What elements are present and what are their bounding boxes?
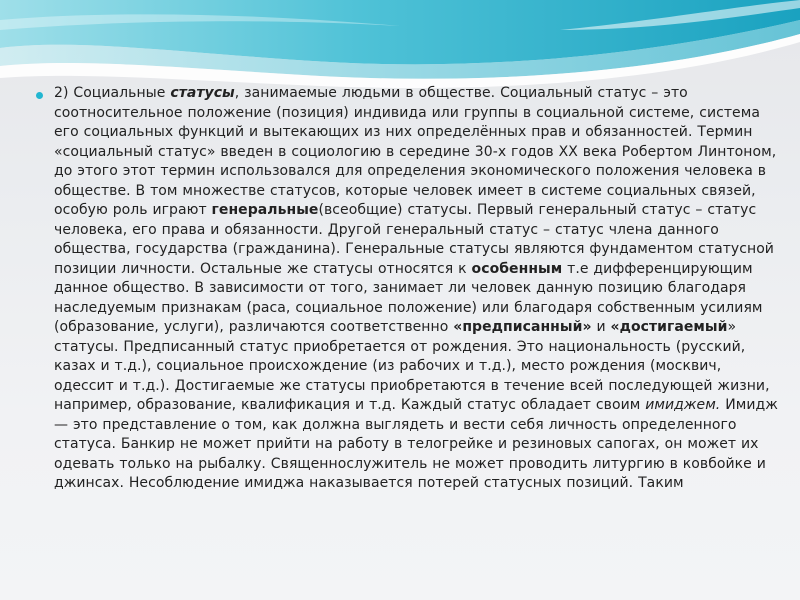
slide-body: [36, 84, 784, 494]
term-general: генеральные: [211, 202, 319, 218]
text-segment: т.е дифференцирующим данное общество. В зависимости от того, занимает ли человек данную позицию благодаря наследуемым признакам (раса, социальное положение) или благодаря собственным усилиям (образование, услуги), различаются соответственно: [54, 260, 763, 335]
term-statuses: статусы: [170, 85, 235, 101]
text-segment: , занимаемые людьми в обществе. Социальный статус – это соотносительное положение (позиция) индивида или группы в социальной системе, система его социальных функций и вытекающих из них определённых прав и обязанностей. Термин «социальный статус» введен в социологию в середине 30-х годов ХХ века Робертом Линтоном, до этого этот термин использовался для определения экономического положения человека в обществе. В том множестве статусов, которые человек имеет в системе социальных связей, особую роль играют: [54, 85, 777, 218]
text-segment: Имидж — это представление о том, как должна выглядеть и вести себя личность определенного статуса. Банкир не может прийти на работу в телогрейке и резиновых сапогах, он может их одевать только на рыбалку. Священнослужитель не может проводить литургию в ковбойке и джинсах. Несоблюдение имиджа наказывается потерей статусных позиций. Таким: [54, 397, 778, 491]
term-prescribed: «предписанный»: [453, 319, 592, 335]
text-segment: (всеобщие) статусы. Первый генеральный статус – статус человека, его права и обязанности. Другой генеральный статус – статус члена данного общества, государства (гражданина). Генеральные статусы являются фундаментом статусной позиции личности. Остальные же статусы относятся к: [54, 202, 774, 277]
term-image: имиджем.: [645, 397, 721, 413]
wave-header-decoration: [0, 0, 800, 92]
text-segment: и: [591, 319, 611, 335]
body-paragraph: [36, 84, 784, 494]
text-segment: » статусы. Предписанный статус приобретается от рождения. Это национальность (русский, казах и т.д.), социальное происхождение (из рабочих и т.д.), место рождения (москвич, одессит и т.д.). Достигаемые же статусы приобретаются в течение всей последующей жизни, например, образование, квалификация и т.д. Каждый статус обладает своим: [54, 319, 770, 413]
bullet-dot-icon: [36, 92, 43, 99]
text-segment: 2) Социальные: [54, 85, 171, 101]
term-special: особенным: [471, 260, 563, 277]
term-achieved: «достигаемый: [610, 319, 728, 335]
